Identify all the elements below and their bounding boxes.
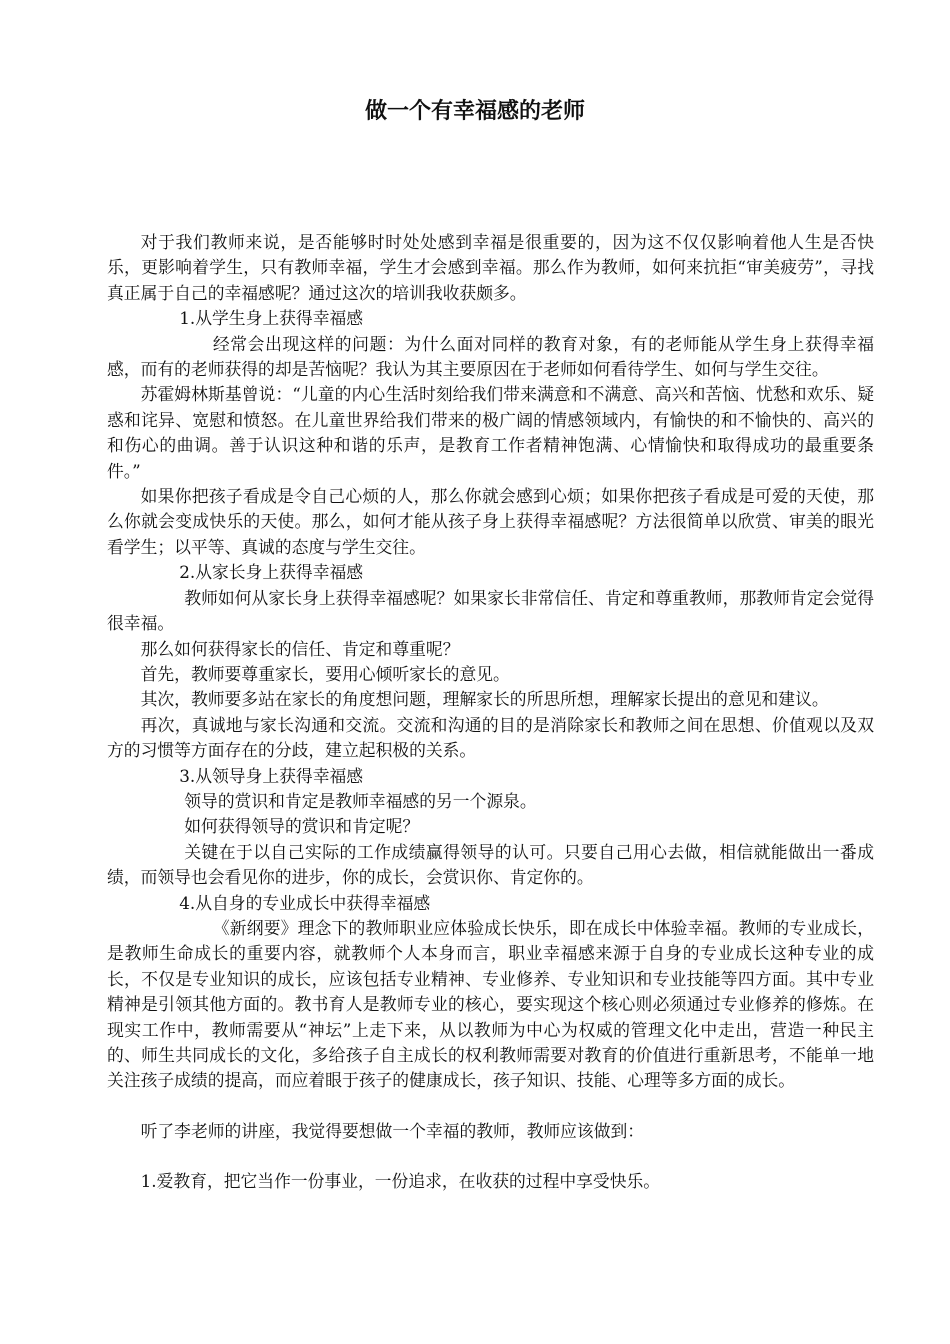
list-item: 1.爱教育，把它当作一份事业，一份追求，在收获的过程中享受快乐。 [140,1171,661,1192]
paragraph: 听了李老师的讲座，我觉得要想做一个幸福的教师，教师应该做到： [140,1120,645,1141]
paragraph: 苏霍姆林斯基曾说：“儿童的内心生活时刻给我们带来满意和不满意、高兴和苦恼、忧愁和欢乐、疑惑和诧异、宽慰和愤怒。在儿童世界给我们带来的极广阔的情感领域内，有愉快的和不愉快的、高兴的和伤心的曲调。善于认识这种和谐的乐声，是教育工作者精神饱满、心情愉快和取得成功的最重要条件。” [107,384,874,481]
spacer [107,1094,874,1119]
paragraph: 那么如何获得家长的信任、肯定和尊重呢？ [140,638,460,659]
paragraph: 《新纲要》理念下的教师职业应体验成长快乐，即在成长中体验幸福。教师的专业成长，是教师生命成长的重要内容，就教师个人本身而言，职业幸福感来源于自身的专业成长这种专业的成长，不仅是专业知识的成长，应该包括专业精神、专业修养、专业知识和专业技能等四方面。其中专业精神是引领其他方面的。教书育人是教师专业的核心，要实现这个核心则必须通过专业修养的修炼。在现实工作中，教师需要从“神坛”上走下来，从以教师为中心为权威的管理文化中走出，营造一种民主的、师生共同成长的文化，多给孩子自主成长的权利教师需要对教育的价值进行重新思考，不能单一地关注孩子成绩的提高，而应着眼于孩子的健康成长，孩子知识、技能、心理等多方面的成长。 [107,917,874,1091]
paragraph: 如何获得领导的赏识和肯定呢？ [184,816,420,837]
paragraph: 其次，教师要多站在家长的角度想问题，理解家长的所思所想，理解家长提出的意见和建议。 [140,689,829,710]
section-heading-2: 2.从家长身上获得幸福感 [179,562,364,583]
paragraph: 关键在于以自己实际的工作成绩赢得领导的认可。只要自己用心去做，相信就能做出一番成绩，而领导也会看见你的进步，你的成长，会赏识你、肯定你的。 [107,841,874,888]
document-body [107,230,874,1195]
document-title: 做一个有幸福感的老师 [364,99,585,124]
paragraph: 如果你把孩子看成是令自己心烦的人，那么你就会感到心烦；如果你把孩子看成是可爱的天使，那么你就会变成快乐的天使。那么，如何才能从孩子身上获得幸福感呢？方法很简单以欣赏、审美的眼光看学生；以平等、真诚的态度与学生交往。 [107,486,874,557]
section-heading-1: 1.从学生身上获得幸福感 [179,308,364,329]
spacer [107,1144,874,1169]
paragraph: 再次，真诚地与家长沟通和交流。交流和沟通的目的是消除家长和教师之间在思想、价值观以及双方的习惯等方面存在的分歧，建立起积极的关系。 [107,714,874,761]
paragraph: 教师如何从家长身上获得幸福感呢？如果家长非常信任、肯定和尊重教师，那教师肯定会觉得很幸福。 [107,587,874,634]
section-heading-3: 3.从领导身上获得幸福感 [179,765,364,786]
intro-paragraph: 对于我们教师来说，是否能够时时处处感到幸福是很重要的，因为这不仅仅影响着他人生是否快乐，更影响着学生，只有教师幸福，学生才会感到幸福。那么作为教师，如何来抗拒“审美疲劳”，寻找真正属于自己的幸福感呢？通过这次的培训我收获颇多。 [107,232,874,303]
paragraph: 经常会出现这样的问题：为什么面对同样的教育对象，有的老师能从学生身上获得幸福感，而有的老师获得的却是苦恼呢？我认为其主要原因在于老师如何看待学生、如何与学生交往。 [107,333,874,380]
section-heading-4: 4.从自身的专业成长中获得幸福感 [179,892,431,913]
paragraph: 领导的赏识和肯定是教师幸福感的另一个源泉。 [184,790,537,811]
paragraph: 首先，教师要尊重家长，要用心倾听家长的意见。 [140,663,510,684]
